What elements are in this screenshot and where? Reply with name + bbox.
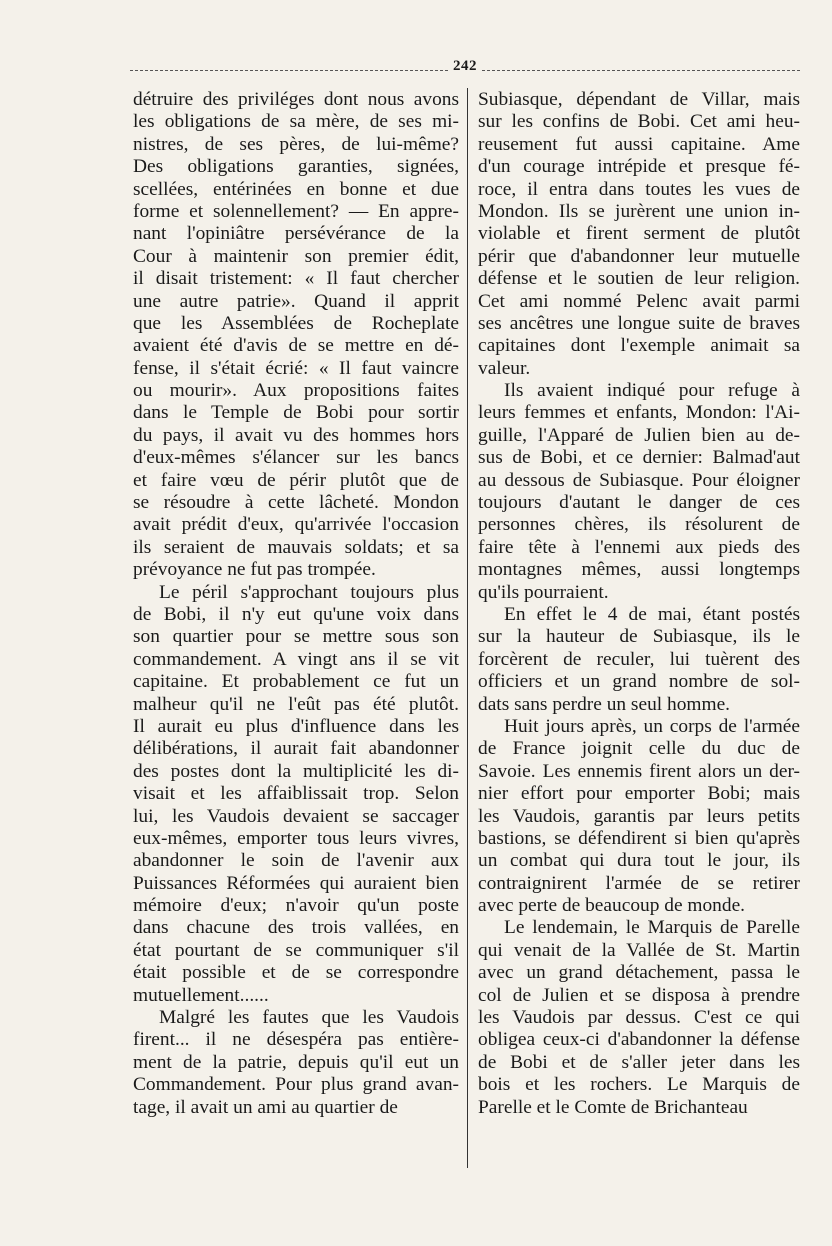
text-line: avait prédit d'eux, qu'arrivée l'occasion — [133, 514, 459, 536]
text-line: et faire vœu de périr plutôt que de — [133, 469, 459, 491]
text-line: sur les confins de Bobi. Cet ami heu- — [478, 111, 800, 133]
text-line: malheur qu'il ne l'eût pas été plutôt. — [133, 693, 459, 715]
text-line: abandonner le soin de l'avenir aux — [133, 850, 459, 872]
text-line: au dessous de Subiasque. Pour éloigner — [478, 469, 800, 491]
text-line: Savoie. Les ennemis firent alors un der- — [478, 760, 800, 782]
text-line: bastions, se défendirent si bien qu'après — [478, 827, 800, 849]
text-line: Des obligations garanties, signées, — [133, 156, 459, 178]
text-line: scellées, entérinées en bonne et due — [133, 178, 459, 200]
text-line: Malgré les fautes que les Vaudois — [159, 1007, 459, 1029]
text-line: état pourtant de se communiquer s'il — [133, 939, 459, 961]
text-line: ment de la patrie, depuis qu'il eut un — [133, 1051, 459, 1073]
text-line: qu'ils pourraient. — [478, 581, 609, 603]
text-line: défense et le soutien de leur religion. — [478, 268, 800, 290]
header-rule-left — [130, 70, 448, 71]
text-line: Huit jours après, un corps de l'armée — [504, 715, 800, 737]
text-line: il disait tristement: « Il faut chercher — [133, 268, 459, 290]
text-line: nant l'opiniâtre persévérance de la — [133, 223, 459, 245]
text-line: forcèrent de reculer, lui tuèrent des — [478, 648, 800, 670]
column-divider — [467, 88, 468, 1168]
text-line: sur la hauteur de Subiasque, ils le — [478, 626, 800, 648]
text-line: obligea ceux-ci d'abandonner la défense — [478, 1029, 800, 1051]
text-line: dans chacune des trois vallées, en — [133, 917, 459, 939]
text-line: un combat qui dura tout le jour, ils — [478, 850, 800, 872]
text-line: qui venait de la Vallée de St. Martin — [478, 939, 800, 961]
text-line: En effet le 4 de mai, étant postés — [504, 603, 800, 625]
text-line: des postes dont la multiplicité les di- — [133, 760, 459, 782]
text-line: ils seraient de mauvais soldats; et sa — [133, 536, 459, 558]
text-line: ses ancêtres une longue suite de braves — [478, 312, 800, 334]
text-line: Commandement. Pour plus grand avan- — [133, 1074, 459, 1096]
text-line: était possible et de se correspondre — [133, 962, 459, 984]
text-line: lui, les Vaudois devaient se saccager — [133, 805, 459, 827]
text-line: ou mourir». Aux propositions faites — [133, 380, 459, 402]
text-line: personnes chères, ils résolurent de — [478, 514, 800, 536]
header-rule-right — [482, 70, 800, 71]
text-line: leurs femmes et enfants, Mondon: l'Ai- — [478, 402, 800, 424]
text-line: forme et solennellement? — En appre- — [133, 200, 459, 222]
text-line: avec perte de beaucoup de monde. — [478, 895, 746, 917]
text-line: Il aurait eu plus d'influence dans les — [133, 715, 459, 737]
text-line: que les Assemblées de Rocheplate — [133, 312, 459, 334]
text-line: son quartier pour se mettre sous son — [133, 626, 459, 648]
text-line: les Vaudois, garantis par leurs petits — [478, 805, 800, 827]
text-line: firent... il ne désespéra pas entière- — [133, 1029, 459, 1051]
running-header — [130, 58, 800, 80]
text-line: Cour à maintenir son premier édit, — [133, 245, 459, 267]
right-text-column — [478, 89, 800, 1119]
text-line: dats sans perdre un seul homme. — [478, 693, 731, 715]
text-line: sus de Bobi, et ce dernier: Balmad'aut — [478, 447, 800, 469]
text-line: commandement. A vingt ans il se vit — [133, 648, 459, 670]
text-line: prévoyance ne fut pas trompée. — [133, 559, 376, 581]
text-line: de France joignit celle du duc de — [478, 738, 800, 760]
text-line: eux-mêmes, emporter tous leurs vivres, — [133, 827, 459, 849]
text-line: mutuellement...... — [133, 984, 269, 1006]
text-line: officiers et un grand nombre de sol- — [478, 671, 800, 693]
text-line: du pays, il avait vu des hommes hors — [133, 424, 459, 446]
text-line: de Bobi, il n'y eut qu'une voix dans — [133, 603, 459, 625]
text-line: Ils avaient indiqué pour refuge à — [504, 380, 800, 402]
text-line: Mondon. Ils se jurèrent une union in- — [478, 200, 800, 222]
text-line: périr que d'abandonner leur mutuelle — [478, 245, 800, 267]
text-line: de Bobi et de s'aller jeter dans les — [478, 1051, 800, 1073]
text-line: Le péril s'approchant toujours plus — [159, 581, 459, 603]
text-line: toujours d'autant le danger de ces — [478, 492, 800, 514]
text-line: reusement fut aussi capitaine. Ame — [478, 133, 800, 155]
text-line: Puissances Réformées qui auraient bien — [133, 872, 459, 894]
text-line: détruire des priviléges dont nous avons — [133, 89, 459, 110]
text-line: col de Julien et se disposa à prendre — [478, 984, 800, 1006]
page-number: 242 — [453, 58, 477, 74]
text-line: dans le Temple de Bobi pour sortir — [133, 402, 459, 424]
text-line: capitaine. Et probablement ce fut un — [133, 671, 459, 693]
text-line: contraignirent l'armée de se retirer — [478, 872, 800, 894]
text-line: une autre patrie». Quand il apprit — [133, 290, 459, 312]
text-line: tage, il avait un ami au quartier de — [133, 1096, 398, 1118]
text-line: les obligations de sa mère, de ses mi- — [133, 111, 459, 133]
text-line: nistres, de ses pères, de lui-même? — [133, 133, 459, 155]
text-line: faire tête à l'ennemi aux pieds des — [478, 536, 800, 558]
text-line: Subiasque, dépendant de Villar, mais — [478, 89, 800, 110]
text-line: avec un grand détachement, passa le — [478, 962, 800, 984]
text-line: Cet ami nommé Pelenc avait parmi — [478, 290, 800, 312]
text-line: roce, il entra dans toutes les vues de — [478, 178, 800, 200]
text-line: d'eux-mêmes s'élancer sur les bancs — [133, 447, 459, 469]
text-line: visait et les affaiblissait trop. Selon — [133, 783, 459, 805]
text-line: avaient été d'avis de se mettre en dé- — [133, 335, 459, 357]
text-line: bois et les rochers. Le Marquis de — [478, 1074, 800, 1096]
left-text-column — [133, 89, 459, 1119]
text-line: montagnes mêmes, aussi longtemps — [478, 559, 800, 581]
text-line: violable et firent serment de plutôt — [478, 223, 800, 245]
text-line: Parelle et le Comte de Brichanteau — [478, 1096, 748, 1118]
text-line: délibérations, il aurait fait abandonner — [133, 738, 459, 760]
text-line: mémoire d'eux; n'avoir qu'un poste — [133, 895, 459, 917]
text-line: les Vaudois par dessus. C'est ce qui — [478, 1007, 800, 1029]
text-line: capitaines dont l'exemple animait sa — [478, 335, 800, 357]
text-line: fense, il s'était écrié: « Il faut vaincre — [133, 357, 459, 379]
text-line: Le lendemain, le Marquis de Parelle — [504, 917, 800, 939]
text-line: valeur. — [478, 357, 531, 379]
text-line: nier effort pour emporter Bobi; mais — [478, 783, 800, 805]
text-line: se résoudre à cette lâcheté. Mondon — [133, 492, 459, 514]
text-line: d'un courage intrépide et presque fé- — [478, 156, 800, 178]
text-line: guille, l'Apparé de Julien bien au de- — [478, 424, 800, 446]
